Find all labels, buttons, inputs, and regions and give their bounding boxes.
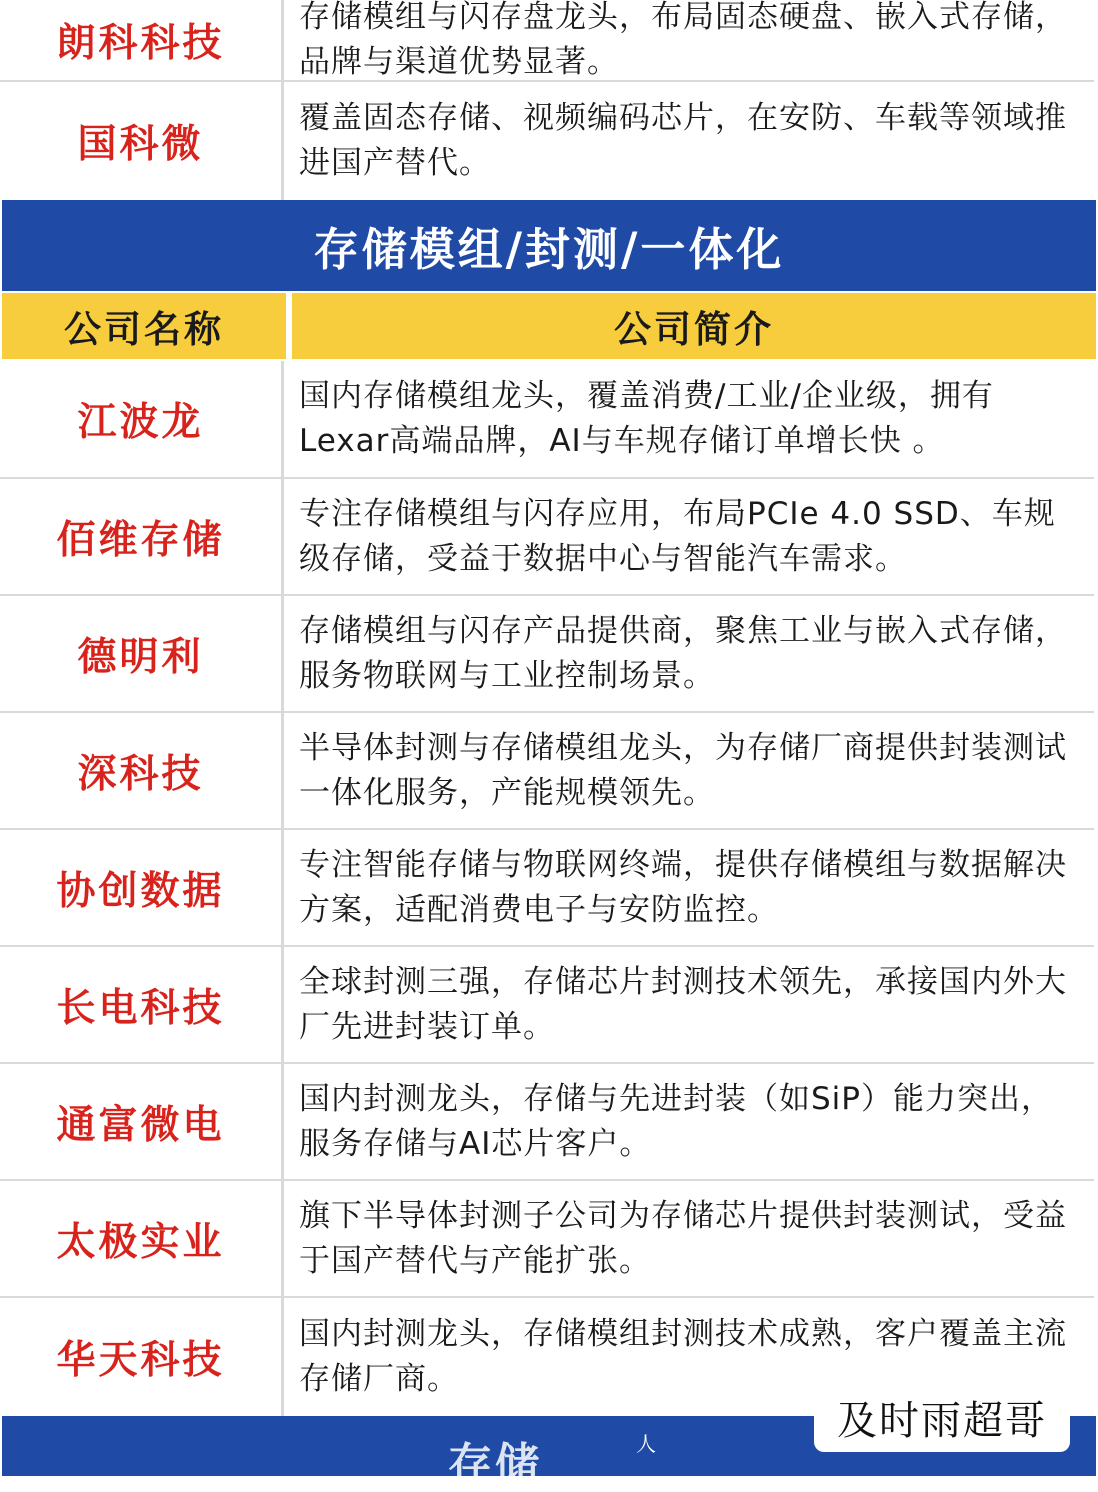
header-company-desc: 公司简介 [292, 293, 1096, 359]
table-row [0, 713, 1094, 830]
table-row [0, 82, 1094, 200]
table-row [0, 596, 1094, 713]
table-header [2, 293, 1096, 359]
company-desc: 半导体封测与存储模组龙头，为存储厂商提供封装测试一体化服务，产能规模领先。 [299, 729, 1067, 811]
watermark [814, 1382, 1070, 1452]
header-company-name: 公司名称 [2, 293, 286, 359]
company-name: 协创数据 [0, 830, 284, 945]
company-desc: 国内封测龙头，存储与先进封装（如SiP）能力突出，服务存储与AI芯片客户。 [299, 1080, 1053, 1162]
table-row [0, 830, 1094, 947]
company-desc: 国内存储模组龙头，覆盖消费/工业/企业级，拥有Lexar高端品牌，AI与车规存储订单增长快 。 [299, 378, 994, 459]
company-desc: 专注存储模组与闪存应用，布局PCIe 4.0 SSD、车规级存储，受益于数据中心与智能汽车需求。 [299, 495, 1056, 577]
company-name: 江波龙 [0, 361, 284, 477]
table-row [0, 0, 1094, 82]
company-name: 德明利 [0, 596, 284, 711]
company-desc: 覆盖固态存储、视频编码芯片，在安防、车载等领域推进国产替代。 [299, 100, 1067, 181]
watermark-text: 及时雨超哥 [837, 1397, 1047, 1444]
company-desc: 专注智能存储与物联网终端，提供存储模组与数据解决方案，适配消费电子与安防监控。 [299, 846, 1067, 928]
table-row [0, 947, 1094, 1064]
company-name: 华天科技 [0, 1298, 284, 1416]
company-desc: 存储模组与闪存盘龙头，布局固态硬盘、嵌入式存储，品牌与渠道优势显著。 [299, 0, 1067, 80]
company-name: 长电科技 [0, 947, 284, 1062]
next-section-title-text: 存储 [448, 1439, 542, 1490]
company-name: 朗科科技 [0, 0, 284, 80]
company-desc: 存储模组与闪存产品提供商，聚焦工业与嵌入式存储，服务物联网与工业控制场景。 [299, 612, 1067, 694]
company-name: 深科技 [0, 713, 284, 828]
company-name: 太极实业 [0, 1181, 284, 1296]
company-desc: 旗下半导体封测子公司为存储芯片提供封装测试，受益于国产替代与产能扩张。 [299, 1197, 1067, 1279]
section-title-text: 存储模组/封测/一体化 [313, 223, 785, 276]
company-name: 国科微 [0, 82, 284, 200]
company-desc: 国内封测龙头，存储模组封测技术成熟，客户覆盖主流存储厂商。 [299, 1316, 1067, 1397]
company-name: 佰维存储 [0, 479, 284, 594]
faint-text: 人 [636, 1432, 656, 1456]
table-row [0, 1064, 1094, 1181]
table-row [0, 479, 1094, 596]
company-name: 通富微电 [0, 1064, 284, 1179]
table-row [0, 1181, 1094, 1298]
table-row [0, 361, 1094, 479]
company-desc: 全球封测三强，存储芯片封测技术领先，承接国内外大厂先进封装订单。 [299, 963, 1067, 1045]
section-title [2, 200, 1096, 291]
